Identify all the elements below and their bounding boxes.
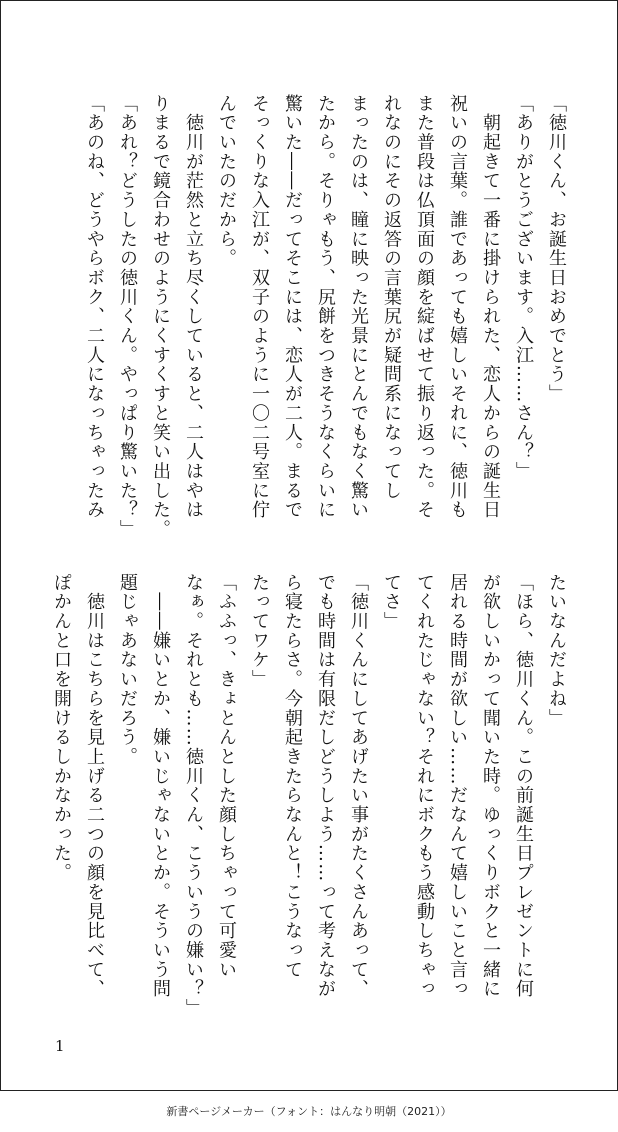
text-line: 「あのね、どうやらボク、二人になっちゃったみ	[84, 94, 105, 520]
text-line: んでいたのだから。	[216, 94, 237, 269]
page-number: 1	[55, 1037, 65, 1055]
text-line: 祝いの言葉。誰であっても嬉しいそれに、徳川も	[447, 94, 468, 520]
text-line: 「徳川くんにしてあげたい事がたくさんあって、	[348, 573, 369, 999]
text-line: れなのにその返答の言葉尻が疑問系になってし	[381, 94, 402, 501]
text-line: 驚いた――だってそこには、恋人が二人。まるで	[282, 94, 303, 520]
footer-credit: 新書ページメーカー（フォント：はんなり明朝（2021））	[166, 1105, 452, 1118]
text-line: でも時間は有限だしどうしよう……って考えなが	[315, 573, 336, 999]
text-line: 徳川が茫然と立ち尽くしていると、二人はやは	[183, 94, 204, 520]
text-line: 「あれ？どうしたの徳川くん。やっぱり驚いた？」	[117, 94, 138, 540]
upper-text-block	[78, 94, 573, 540]
text-line: たってワケ」	[249, 573, 270, 690]
text-line: たいなんだよね」	[546, 573, 567, 728]
text-line: ぽかんと口を開けるしかなかった。	[51, 573, 72, 883]
text-line: てさ」	[381, 573, 402, 632]
text-line: また普段は仏頂面の顔を綻ばせて振り返った。そ	[414, 94, 435, 520]
text-line: ら寝たらさ。今朝起きたらなんと！こうなって	[282, 573, 303, 980]
text-line: てくれたじゃない？それにボクもう感動しちゃっ	[414, 573, 435, 999]
text-line: りまるで鏡合わせのようにくすくすと笑い出した。	[150, 94, 171, 540]
text-line: 居れる時間が欲しい……だなんて嬉しいこと言っ	[447, 573, 468, 999]
text-line: 「ほら、徳川くん。この前誕生日プレゼントに何	[513, 573, 534, 999]
text-line: 「徳川くん、お誕生日おめでとう」	[546, 94, 567, 404]
lower-text-block	[45, 573, 573, 1019]
text-line: ――嫌いとか、嫌いじゃないとか。そういう問	[150, 573, 171, 999]
text-line: たから。そりゃもう、尻餅をつきそうなくらいに	[315, 94, 336, 520]
text-line: が欲しいかって聞いた時。ゆっくりボクと一緒に	[480, 573, 501, 999]
text-line: 「ふふっ、きょとんとした顔しちゃって可愛い	[216, 573, 237, 980]
text-line: 朝起きて一番に掛けられた、恋人からの誕生日	[480, 94, 501, 520]
text-line: そっくりな入江が、双子のように一〇二号室に佇	[249, 94, 270, 520]
text-line: なぁ。それとも……徳川くん、こういうの嫌い？」	[183, 573, 204, 1019]
text-line: 「ありがとうございます。入江……さん？」	[513, 94, 534, 481]
text-line: 題じゃあないだろう。	[117, 573, 138, 767]
text-line: まったのは、瞳に映った光景にとんでもなく驚い	[348, 94, 369, 520]
text-line: 徳川はこちらを見上げる二つの顔を見比べて、	[84, 573, 105, 999]
